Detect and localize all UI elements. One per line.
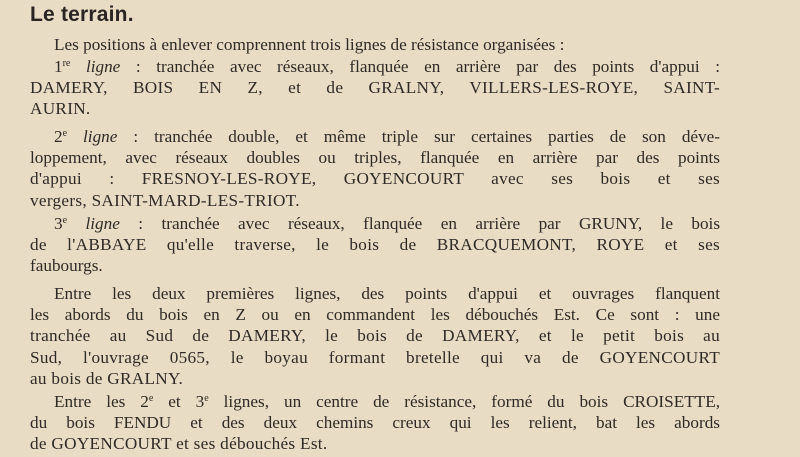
- second-line-label: ligne: [83, 127, 118, 146]
- second-line-sup: e: [62, 128, 68, 139]
- first-line-sup: re: [62, 58, 71, 69]
- first-line-text-2: DAMERY, BOIS EN Z, et de GRALNY, VILLERS-LES-ROYE, SAINT-: [30, 78, 720, 98]
- between-text-5: au bois de GRALNY.: [30, 368, 184, 388]
- third-line-text-3: faubourgs.: [30, 256, 103, 276]
- between-text-2: les abords du bois en Z ou en commandent les débouchés Est. Ce sont : une: [30, 305, 720, 325]
- first-line-label: ligne: [85, 57, 121, 76]
- second-line-text-3: d'appui : FRESNOY-LES-ROYE, GOYENCOURT avec ses bois et ses: [30, 169, 720, 189]
- third-line-text-1: 3e ligne : tranchée avec réseaux, flanquée en arrière par GRUNY, le bois: [54, 214, 721, 233]
- intro-text: Les positions à enlever comprennent trois lignes de résistance organisées :: [54, 35, 565, 54]
- resistance-center-paragraph: [30, 391, 720, 455]
- first-line-text-3: AURIN.: [30, 99, 91, 119]
- center-text-2: du bois FENDU et des deux chemins creux qui les relient, bat les abords: [30, 413, 720, 433]
- center-text-3: de GOYENCOURT et ses débouchés Est.: [30, 434, 328, 454]
- intro-paragraph: [30, 34, 720, 55]
- second-line-paragraph: [30, 126, 720, 211]
- between-text-3: tranchée au Sud de DAMERY, le bois de DAMERY, et le petit bois au: [30, 326, 720, 346]
- between-lines-paragraph: [30, 283, 720, 389]
- first-line-text-1: 1re ligne : tranchée avec réseaux, flanquée en arrière par des points d'appui :: [54, 57, 720, 76]
- third-line-label: ligne: [85, 214, 120, 233]
- second-line-text-2: loppement, avec réseaux doubles ou triples, flanquée en arrière par des points: [30, 148, 720, 168]
- third-line-sup: e: [62, 215, 68, 226]
- third-line-number: 3: [54, 214, 63, 233]
- center-text-1: Entre les 2e et 3e lignes, un centre de résistance, formé du bois CROISETTE,: [54, 392, 720, 411]
- second-line-text-4: vergers, SAINT-MARD-LES-TRIOT.: [30, 190, 300, 210]
- third-line-text-2: de l'ABBAYE qu'elle traverse, le bois de BRACQUEMONT, ROYE et ses: [30, 235, 720, 255]
- third-line-paragraph: [30, 213, 720, 277]
- between-text-1: Entre les deux premières lignes, des points d'appui et ouvrages flanquent: [54, 284, 720, 303]
- section-title: Le terrain.: [30, 3, 134, 26]
- second-line-number: 2: [54, 127, 63, 146]
- first-line-number: 1: [54, 57, 63, 76]
- second-line-text-1: 2e ligne : tranchée double, et même triple sur certaines parties de son déve-: [54, 127, 720, 146]
- between-text-4: Sud, l'ouvrage 0565, le boyau formant bretelle qui va de GOYENCOURT: [30, 347, 720, 367]
- first-line-paragraph: [30, 56, 720, 120]
